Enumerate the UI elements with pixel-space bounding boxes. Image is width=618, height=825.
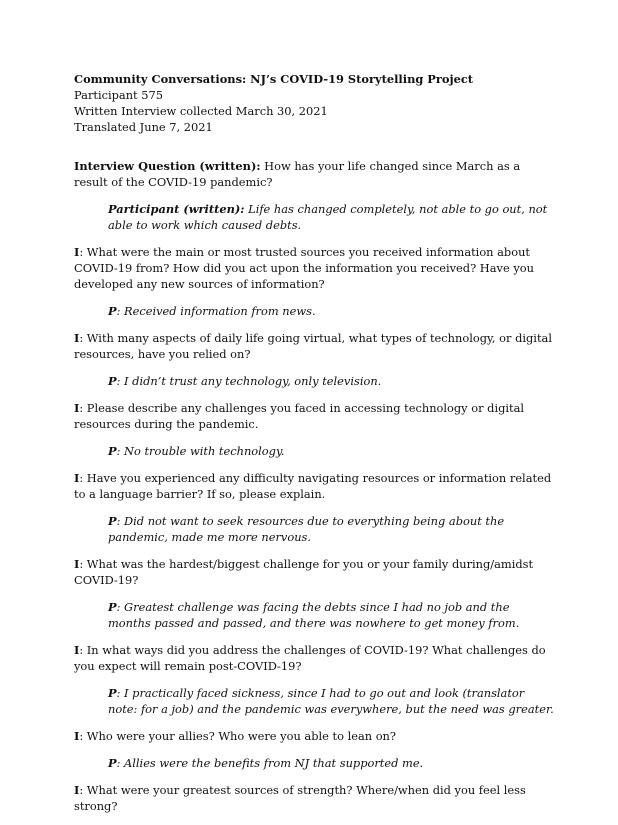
question-text: : Have you experienced any difficulty navigating resources or information related to a language barrier? If so, please explain.	[74, 471, 552, 501]
answer-7	[108, 685, 554, 717]
question-9	[74, 782, 554, 814]
question-label: I	[74, 643, 80, 657]
document-title: Community Conversations: NJ’s COVID-19 Storytelling Project	[74, 72, 474, 86]
question-8	[74, 728, 554, 744]
answer-5	[108, 513, 554, 545]
question-5	[74, 470, 554, 502]
question-label: I	[74, 783, 80, 797]
question-label: Interview Question (written):	[74, 159, 261, 173]
question-1	[74, 158, 554, 190]
translation-date: Translated June 7, 2021	[74, 120, 213, 134]
answer-text: : I didn’t trust any technology, only television.	[116, 374, 382, 388]
answer-label: Participant (written):	[108, 202, 245, 216]
answer-label: P	[108, 756, 117, 770]
answer-6	[108, 599, 554, 631]
answer-label: P	[108, 600, 117, 614]
answer-2	[108, 303, 554, 319]
answer-text: : No trouble with technology.	[116, 444, 285, 458]
answer-label: P	[108, 374, 117, 388]
question-label: I	[74, 729, 80, 743]
answer-1	[108, 201, 554, 233]
answer-8	[108, 755, 554, 771]
question-7	[74, 642, 554, 674]
answer-text: : I practically faced sickness, since I had to go out and look (translator note: for a job) and the pandemic was everywhere, but the need was greater.	[108, 686, 554, 716]
question-text: : Please describe any challenges you faced in accessing technology or digital resources during the pandemic.	[74, 401, 525, 431]
answer-label: P	[108, 686, 117, 700]
answer-label: P	[108, 514, 117, 528]
answer-text: : Allies were the benefits from NJ that supported me.	[116, 756, 424, 770]
question-3	[74, 330, 554, 362]
question-text: : What were the main or most trusted sources you received information about COVID-19 from? How did you act upon the information you received? Have you developed any new sources of information?	[74, 245, 534, 291]
answer-text: Life has changed completely, not able to go out, not able to work which caused debts.	[108, 202, 548, 232]
question-4	[74, 400, 554, 432]
question-text: : What was the hardest/biggest challenge for you or your family during/amidst COVID-19?	[74, 557, 534, 587]
collection-date: Written Interview collected March 30, 2021	[74, 104, 328, 118]
question-text: : With many aspects of daily life going virtual, what types of technology, or digital resources, have you relied on?	[74, 331, 552, 361]
answer-text: : Received information from news.	[116, 304, 316, 318]
document-header	[74, 71, 554, 135]
answer-label: P	[108, 304, 117, 318]
interview-body	[74, 158, 554, 825]
question-text: : In what ways did you address the challenges of COVID-19? What challenges do you expect will remain post-COVID-19?	[74, 643, 546, 673]
question-text: : What were your greatest sources of strength? Where/when did you feel less strong?	[74, 783, 526, 813]
question-text: How has your life changed since March as a result of the COVID-19 pandemic?	[74, 159, 521, 189]
answer-3	[108, 373, 554, 389]
question-label: I	[74, 401, 80, 415]
question-6	[74, 556, 554, 588]
answer-text: : Did not want to seek resources due to everything being about the pandemic, made me more nervous.	[108, 514, 505, 544]
question-text: : Who were your allies? Who were you able to lean on?	[79, 729, 396, 743]
question-label: I	[74, 331, 80, 345]
question-label: I	[74, 245, 80, 259]
answer-4	[108, 443, 554, 459]
question-label: I	[74, 557, 80, 571]
question-label: I	[74, 471, 80, 485]
question-2	[74, 244, 554, 292]
participant-id: Participant 575	[74, 88, 163, 102]
answer-label: P	[108, 444, 117, 458]
answer-text: : Greatest challenge was facing the debts since I had no job and the months passed and passed, and there was nowhere to get money from.	[108, 600, 520, 630]
